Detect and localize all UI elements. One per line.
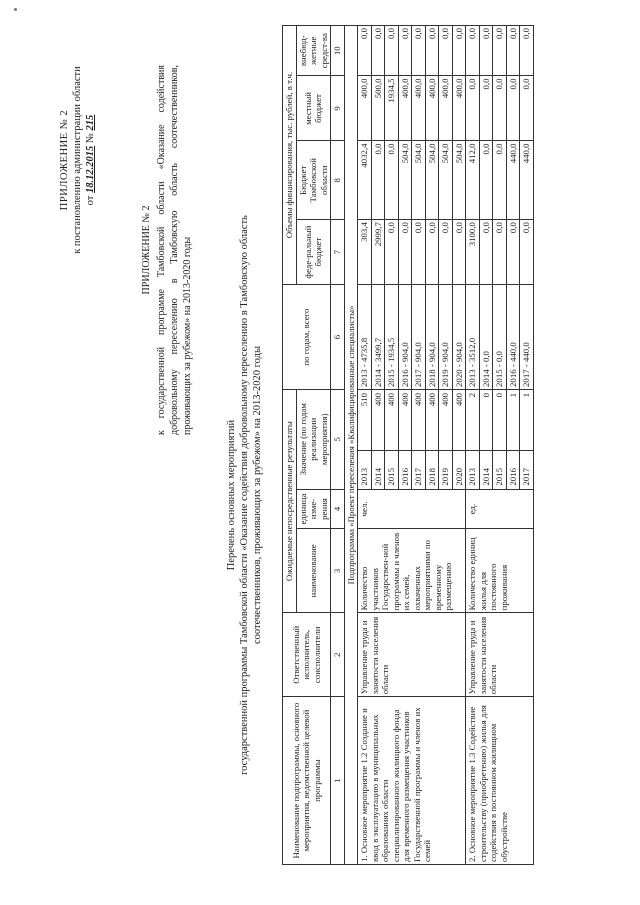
- subprogram-label: Подпрограмма «Проект переселения «Квалифицированные специалисты»: [344, 26, 358, 865]
- federal-cell: 0,0: [385, 220, 399, 285]
- header-total: по годам, всего: [283, 285, 331, 390]
- year-cell: 2013: [466, 450, 479, 489]
- unit: ед.: [466, 489, 534, 529]
- regional-cell: 0,0: [385, 141, 399, 220]
- appendix-title: ПРИЛОЖЕНИЕ № 2: [59, 109, 70, 211]
- table-body: [344, 26, 533, 865]
- header-local: местный бюджет: [296, 76, 331, 141]
- regional-cell: 0,0: [371, 141, 385, 220]
- extrabudget-cell: 0,0: [452, 26, 466, 76]
- regional-cell: 504,0: [412, 141, 426, 220]
- appendix-number: 215: [85, 114, 96, 131]
- header-extrabudget: внебюд-жетные средст-ва: [296, 26, 331, 76]
- value-cell: 400: [386, 392, 396, 407]
- extrabudget-cell: 0,0: [358, 26, 372, 76]
- header-value: Значение (по годам реализации мероприятия): [296, 389, 331, 489]
- indicator-name: Количество единиц жилья для постоянного проживания: [466, 529, 534, 613]
- regional-cell: 0,0: [493, 141, 507, 220]
- local-cell: 0,0: [493, 76, 507, 141]
- col-num: 9: [331, 76, 345, 141]
- local-cell: 400,0: [439, 76, 453, 141]
- value-cell: 2: [467, 392, 477, 398]
- total-cell: 2017 - 440,0: [520, 285, 534, 390]
- extrabudget-cell: 0,0: [466, 26, 480, 76]
- executor: Управление труда и занятости населения области: [466, 613, 534, 697]
- local-cell: 400,0: [398, 76, 412, 141]
- col-num: 10: [331, 26, 345, 76]
- regional-cell: 504,0: [452, 141, 466, 220]
- federal-cell: 0,0: [506, 220, 520, 285]
- federal-cell: 0,0: [425, 220, 439, 285]
- local-cell: 400,0: [425, 76, 439, 141]
- extrabudget-cell: 0,0: [371, 26, 385, 76]
- year-cell: 2014: [372, 450, 385, 489]
- local-cell: 0,0: [466, 76, 480, 141]
- yearly-value-cell: [466, 389, 480, 489]
- yearly-value-cell: [412, 389, 426, 489]
- total-cell: 2013 - 3512,0: [466, 285, 480, 390]
- year-cell: 2020: [453, 450, 466, 489]
- measure-name: 1. Основное мероприятие 1.2 Создание и ввод в эксплуатацию в муниципальных образованиях области специализированного жилищного фонда для временного размещения участников Государственной программы и членов их семей: [358, 697, 466, 865]
- header-regional: Бюджет Тамбовской области: [296, 141, 331, 220]
- total-cell: 2015 - 1934,5: [385, 285, 399, 390]
- regional-cell: 440,0: [506, 141, 520, 220]
- local-cell: 0,0: [520, 76, 534, 141]
- appendix-date: 18.12.2015: [85, 145, 96, 193]
- value-cell: 400: [413, 392, 423, 407]
- total-cell: 2018 - 904,0: [425, 285, 439, 390]
- federal-cell: 0,0: [479, 220, 493, 285]
- header-funding: Объемы финансирования, тыс. рублей, в т.ч.: [283, 26, 297, 285]
- value-cell: 400: [440, 392, 450, 407]
- title-line1: Перечень основных мероприятий: [226, 419, 237, 571]
- header-federal: феде-ральный бюджет: [296, 220, 331, 285]
- federal-cell: 2999,7: [371, 220, 385, 285]
- federal-cell: 0,0: [398, 220, 412, 285]
- measures-table: [282, 25, 534, 865]
- regional-cell: 504,0: [439, 141, 453, 220]
- table-row: [358, 26, 372, 865]
- header-name: Наименование подпрограммы, основного мероприятия, ведомственной целевой программы: [283, 697, 331, 865]
- extrabudget-cell: 0,0: [493, 26, 507, 76]
- year-cell: 2015: [385, 450, 398, 489]
- local-cell: 0,0: [506, 76, 520, 141]
- col-num: 7: [331, 220, 345, 285]
- regional-cell: 504,0: [398, 141, 412, 220]
- yearly-value-cell: [520, 389, 534, 489]
- document-title: [225, 185, 264, 805]
- year-cell: 2019: [439, 450, 452, 489]
- unit: чел.: [358, 489, 466, 529]
- regional-cell: 412,0: [466, 141, 480, 220]
- extrabudget-cell: 0,0: [412, 26, 426, 76]
- yearly-value-cell: [425, 389, 439, 489]
- column-numbers-row: [331, 26, 345, 865]
- federal-cell: 3100,0: [466, 220, 480, 285]
- value-cell: 400: [399, 392, 410, 407]
- extrabudget-cell: 0,0: [385, 26, 399, 76]
- yearly-value-cell: [385, 389, 399, 489]
- federal-cell: 0,0: [439, 220, 453, 285]
- federal-cell: 0,0: [493, 220, 507, 285]
- total-cell: 2014 - 3499,7: [371, 285, 385, 390]
- program-appendix-text: к государственной программе Тамбовской области «Оказание содействия добровольному переселению в Тамбовскую область соотечественников, проживающих за рубежом» на 2013-2020 годы: [156, 65, 193, 435]
- regional-cell: 504,0: [425, 141, 439, 220]
- table-row: [466, 26, 480, 865]
- appendix-header: [58, 40, 97, 280]
- yearly-value-cell: [358, 389, 372, 489]
- header-results: Ожидаемые непосредственные результаты: [283, 389, 297, 612]
- header-row-1: [283, 26, 297, 865]
- extrabudget-cell: 0,0: [506, 26, 520, 76]
- value-cell: 400: [372, 392, 383, 407]
- year-cell: 2014: [480, 450, 493, 489]
- yearly-value-cell: [452, 389, 466, 489]
- col-num: 2: [331, 613, 345, 697]
- col-num: 3: [331, 529, 345, 613]
- extrabudget-cell: 0,0: [439, 26, 453, 76]
- extrabudget-cell: 0,0: [398, 26, 412, 76]
- total-cell: 2017 - 904,0: [412, 285, 426, 390]
- yearly-value-cell: [506, 389, 520, 489]
- total-cell: 2020 - 904,0: [452, 285, 466, 390]
- regional-cell: 440,0: [520, 141, 534, 220]
- local-cell: 400,0: [358, 76, 372, 141]
- value-cell: 0: [480, 392, 491, 398]
- value-cell: 400: [453, 392, 464, 407]
- year-cell: 2013: [358, 450, 371, 489]
- measure-name: 2. Основное мероприятие 1.3 Содействие строительству (приобретению) жилья для содействия в постоянном жилищном обустройстве: [466, 697, 534, 865]
- program-appendix-title: ПРИЛОЖЕНИЕ № 2: [141, 205, 152, 295]
- value-cell: 400: [426, 392, 437, 407]
- col-num: 4: [331, 489, 345, 529]
- yearly-value-cell: [493, 389, 507, 489]
- year-cell: 2016: [399, 450, 412, 489]
- total-cell: 2014 - 0,0: [479, 285, 493, 390]
- yearly-value-cell: [371, 389, 385, 489]
- local-cell: 400,0: [452, 76, 466, 141]
- subprogram-row: [344, 26, 358, 865]
- federal-cell: 0,0: [412, 220, 426, 285]
- total-cell: 2016 - 440,0: [506, 285, 520, 390]
- header-executor: Ответственный исполнитель, соисполнители: [283, 613, 331, 697]
- title-line3: соотечественников, проживающих за рубежом» на 2013-2020 годы: [252, 345, 263, 645]
- col-num: 8: [331, 141, 345, 220]
- local-cell: 0,0: [479, 76, 493, 141]
- col-num: 1: [331, 697, 345, 865]
- federal-cell: 0,0: [452, 220, 466, 285]
- federal-cell: 0,0: [520, 220, 534, 285]
- total-cell: 2015 - 0,0: [493, 285, 507, 390]
- value-cell: 1: [521, 392, 531, 398]
- title-line2: государственной программы Тамбовской области «Оказание содействия добровольному переселению в Тамбовскую область: [239, 215, 250, 775]
- local-cell: 500,0: [371, 76, 385, 141]
- header-indicator: наименование: [296, 529, 331, 613]
- year-cell: 2016: [507, 450, 520, 489]
- col-num: 6: [331, 285, 345, 390]
- total-cell: 2013 - 4735,8: [358, 285, 372, 390]
- extrabudget-cell: 0,0: [520, 26, 534, 76]
- extrabudget-cell: 0,0: [479, 26, 493, 76]
- regional-cell: 0,0: [479, 141, 493, 220]
- total-cell: 2016 - 904,0: [398, 285, 412, 390]
- value-cell: 1: [507, 392, 518, 398]
- year-cell: 2017: [412, 450, 425, 489]
- value-cell: 0: [494, 392, 504, 398]
- appendix-line1: к постановлению администрации области: [72, 66, 83, 254]
- yearly-value-cell: [479, 389, 493, 489]
- year-cell: 2018: [426, 450, 439, 489]
- total-cell: 2019 - 904,0: [439, 285, 453, 390]
- program-appendix: [140, 65, 194, 435]
- federal-cell: 303,4: [358, 220, 372, 285]
- appendix-line2: от 18.12.2015 № 215: [85, 114, 96, 206]
- local-cell: 400,0: [412, 76, 426, 141]
- extrabudget-cell: 0,0: [425, 26, 439, 76]
- executor: Управление труда и занятости населения области: [358, 613, 466, 697]
- value-cell: 510: [359, 392, 369, 407]
- yearly-value-cell: [398, 389, 412, 489]
- regional-cell: 4032,4: [358, 141, 372, 220]
- header-unit: единица изме-рения: [296, 489, 331, 529]
- col-num: 5: [331, 389, 345, 489]
- year-cell: 2017: [520, 450, 533, 489]
- year-cell: 2015: [493, 450, 506, 489]
- yearly-value-cell: [439, 389, 453, 489]
- local-cell: 1934,5: [385, 76, 399, 141]
- indicator-name: Количество участников Государствен-ной программы и членов их семей, охваченных мероприятиями по временному размещению: [358, 529, 466, 613]
